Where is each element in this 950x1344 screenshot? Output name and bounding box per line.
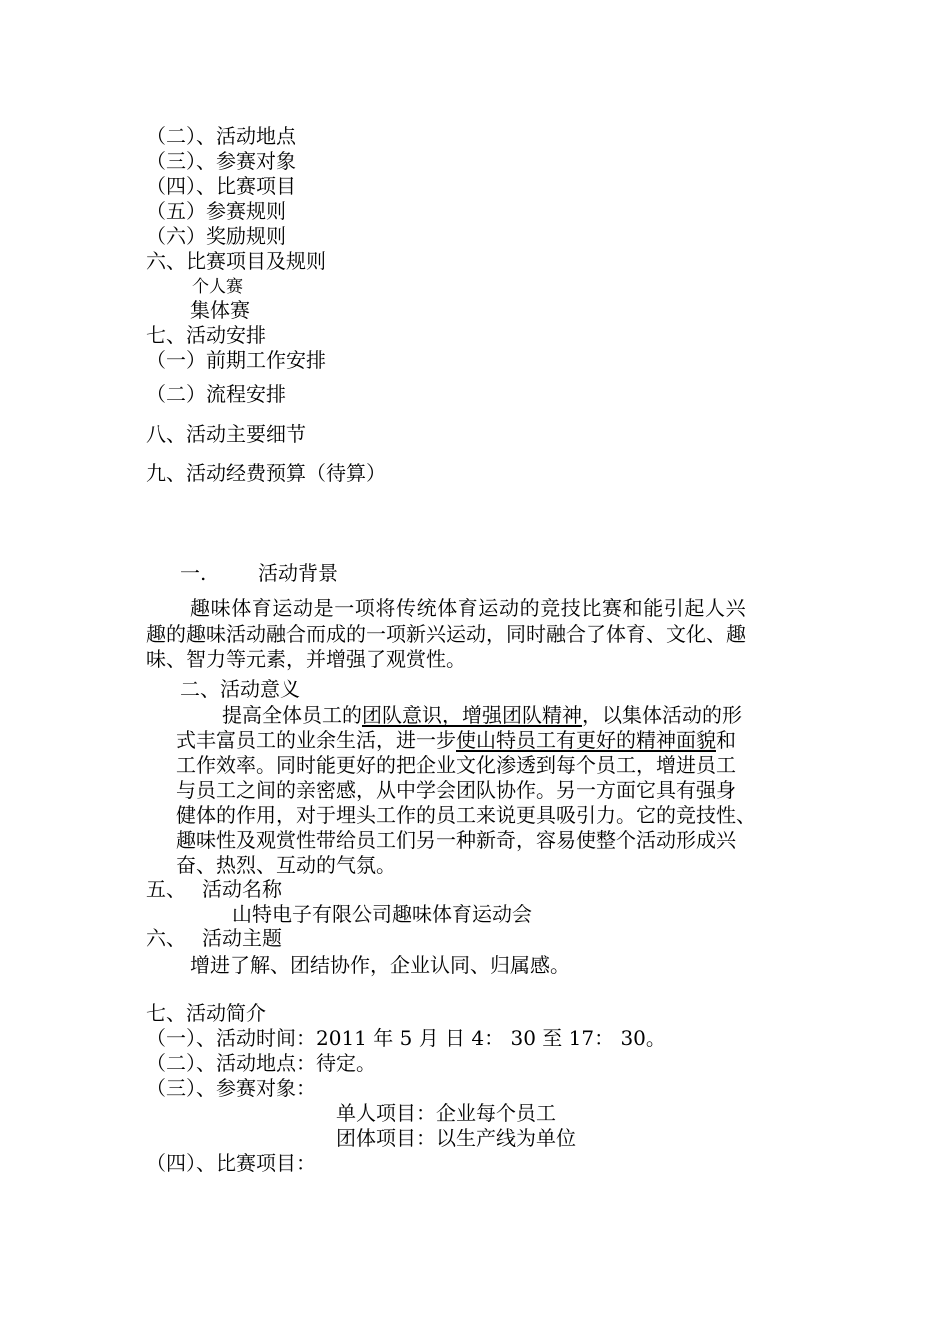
toc-item: （二）、活动地点 [146, 124, 296, 148]
paragraph-line: （三）、参赛对象： [146, 1076, 316, 1100]
paragraph-line [222, 703, 742, 727]
toc-item: （六）奖励规则 [146, 224, 286, 248]
section-heading: 二、活动意义 [180, 677, 300, 701]
section-heading: 活动主题 [202, 926, 282, 950]
toc-item: （三）、参赛对象 [146, 149, 296, 173]
text-run: ，以集体活动的形 [582, 703, 742, 727]
paragraph-line: 单人项目：企业每个员工 [336, 1101, 556, 1125]
text-run: 式丰富员工的业余生活，进一步 [176, 728, 456, 752]
paragraph-line: 趣的趣味活动融合而成的一项新兴运动，同时融合了体育、文化、趣 [146, 622, 746, 646]
section-number: 五、 [146, 877, 186, 901]
paragraph-line: 味、智力等元素，并增强了观赏性。 [146, 647, 466, 671]
paragraph-line: 团体项目：以生产线为单位 [336, 1126, 576, 1150]
toc-item: 集体赛 [190, 298, 250, 322]
paragraph-line: 工作效率。同时能更好的把企业文化渗透到每个员工，增进员工 [176, 753, 736, 777]
text-run: 提高全体员工的 [222, 703, 362, 727]
paragraph-line [176, 728, 736, 752]
paragraph-line: 健体的作用，对于埋头工作的员工来说更具吸引力。它的竞技性、 [176, 803, 756, 827]
paragraph-line: 趣味性及观赏性带给员工们另一种新奇，容易使整个活动形成兴 [176, 828, 736, 852]
toc-item: 六、比赛项目及规则 [146, 249, 326, 273]
paragraph-line: （二）、活动地点：待定。 [146, 1051, 376, 1075]
section-number: 一. [180, 561, 207, 585]
toc-item: 九、活动经费预算（待算） [146, 461, 386, 485]
section-heading: 活动背景 [258, 561, 338, 585]
toc-item: （五）参赛规则 [146, 199, 286, 223]
underlined-text: 团队意识，增强团队精神 [362, 703, 582, 727]
paragraph-line: 趣味体育运动是一项将传统体育运动的竞技比赛和能引起人兴 [190, 596, 747, 620]
section-heading: 七、活动简介 [146, 1001, 266, 1025]
paragraph-line: （四）、比赛项目： [146, 1151, 316, 1175]
toc-item: 八、活动主要细节 [146, 422, 306, 446]
toc-item: （四）、比赛项目 [146, 174, 296, 198]
toc-item: 个人赛 [192, 277, 243, 297]
underlined-text: 使山特员工有更好的精神面貌 [456, 728, 716, 752]
toc-item: 七、活动安排 [146, 323, 266, 347]
section-number: 六、 [146, 926, 186, 950]
paragraph-line: （一）、活动时间：2011 年 5 月 日 4： 30 至 17： 30。 [146, 1026, 666, 1050]
text-run: 和 [716, 728, 736, 752]
toc-item: （二）流程安排 [146, 382, 286, 406]
paragraph-line: 山特电子有限公司趣味体育运动会 [232, 902, 532, 926]
toc-item: （一）前期工作安排 [146, 348, 326, 372]
paragraph-line: 奋、热烈、互动的气氛。 [176, 853, 396, 877]
paragraph-line: 增进了解、团结协作，企业认同、归属感。 [190, 953, 570, 977]
section-heading: 活动名称 [202, 877, 282, 901]
paragraph-line: 与员工之间的亲密感，从中学会团队协作。另一方面它具有强身 [176, 778, 736, 802]
